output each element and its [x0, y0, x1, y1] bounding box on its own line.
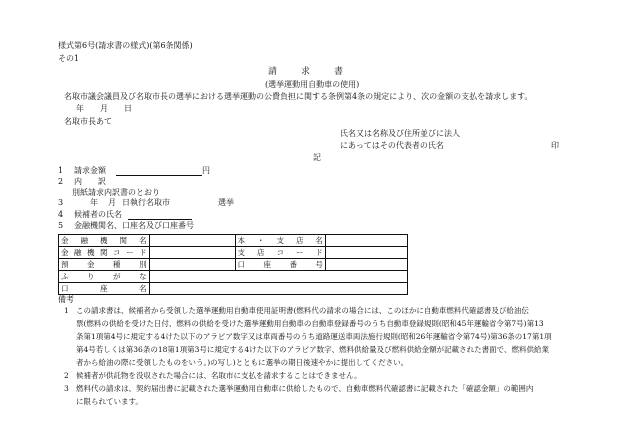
document-title: 請 求 書	[268, 67, 346, 77]
furigana-field[interactable]	[149, 271, 407, 283]
item-amount	[58, 166, 210, 176]
cell-label: 口座名	[59, 283, 150, 295]
bank-label: 金融機関名、口座名及び口座番号	[74, 221, 194, 230]
account-number-field[interactable]	[325, 259, 407, 271]
candidate-label: 候補者の氏名	[74, 210, 122, 219]
body-text: 名取市議会議員及び名取市長の選挙における選挙運動の公費負担に関する条例第4条の規定により、次の金額の支払を請求します。	[64, 92, 533, 101]
cell-label: 預金種別	[59, 259, 150, 271]
breakdown-detail: 別紙請求内訳書のとおり	[72, 188, 160, 197]
item-number: 3	[58, 198, 64, 207]
item-number: 5	[58, 221, 64, 230]
cell-label: 金融機関名	[59, 235, 150, 247]
account-table	[58, 234, 408, 295]
ki-heading: 記	[313, 153, 321, 162]
cell-label: 口座番号	[235, 259, 325, 271]
bank-name-field[interactable]	[149, 235, 235, 247]
table-row	[59, 283, 408, 295]
note-line: 候補者が供託物を没収された場合には、名取市に支払を請求することはできません。	[76, 371, 362, 380]
amount-unit: 円	[202, 166, 210, 175]
amount-label: 請求金額	[74, 166, 106, 175]
item-breakdown	[58, 177, 110, 187]
note-line: 燃料代の請求は、契約届出書に記載された選挙運動用自動車に供給したもので、自動車燃料代確認書に記載された「確認金額」の範囲内	[76, 384, 534, 393]
breakdown-label: 内 訳	[74, 177, 110, 186]
notes-title: 備考	[58, 295, 74, 304]
election-month: 月	[108, 198, 116, 207]
election-type: 選挙	[218, 198, 234, 207]
item-number: 1	[58, 166, 64, 175]
note-line: 条第1項第4号に規定する4けた以下のアラビア数字又は車両番号のうち道路運送車両法施行規則(昭和26年運輸省令第74号)第36条の17第1項	[76, 332, 552, 341]
date-field: 年 月 日	[76, 104, 136, 113]
item-candidate	[58, 210, 192, 220]
table-row	[59, 259, 408, 271]
branch-name-field[interactable]	[325, 235, 407, 247]
election-year: 年	[90, 198, 98, 207]
note-line: 者から給油の際に受領したものをいう。)の写し)とともに選挙の期日後速やかに提出してください。	[76, 358, 409, 367]
item-election	[58, 198, 234, 208]
table-row	[59, 235, 408, 247]
document-subtitle: (選挙運動用自動車の使用)	[265, 80, 360, 89]
note-number: 3	[64, 384, 69, 393]
signer-line-2: にあってはその代表者の氏名	[340, 141, 444, 150]
form-number: 様式第6号(請求書の様式)(第6条関係)	[58, 41, 193, 50]
signer-line-1: 氏名又は名称及び住所並びに法人	[340, 129, 460, 138]
item-number: 4	[58, 210, 64, 219]
item-number: 2	[58, 177, 64, 186]
branch-code-field[interactable]	[325, 247, 407, 259]
account-holder-field[interactable]	[149, 283, 407, 295]
bank-code-field[interactable]	[149, 247, 235, 259]
note-number: 2	[64, 371, 69, 380]
note-line: に限られています。	[76, 397, 143, 406]
note-number: 1	[64, 306, 69, 315]
amount-field[interactable]	[116, 167, 202, 176]
election-name-field[interactable]	[176, 200, 218, 208]
table-row	[59, 247, 408, 259]
election-day-label: 日執行名取市	[122, 198, 170, 207]
cell-label: 金融機関コード	[59, 247, 150, 259]
note-line: 第4号若しくは第36条の18第1項第3号に規定する4けた以下のアラビア数字、燃料供給量及び燃料供給金額が記載された書面で、燃料供給業	[76, 345, 550, 354]
cell-label: 本・支店名	[235, 235, 325, 247]
seal-mark: 印	[551, 141, 559, 150]
cell-label: ふりがな	[59, 271, 150, 283]
candidate-name-field[interactable]	[128, 211, 192, 220]
item-bank	[58, 221, 194, 231]
note-line: この請求書は、候補者から受領した選挙運動用自動車使用証明書(燃料代の請求の場合には、このほかに自動車燃料代確認書及び給油伝	[76, 306, 529, 315]
note-line: 票(燃料の供給を受けた日付、燃料の供給を受けた選挙運動用自動車の自動車登録番号のうち自動車登録規則(昭和45年運輸省令第7号)第13	[76, 319, 544, 328]
section-label: その1	[58, 54, 80, 63]
addressee: 名取市長あて	[64, 117, 112, 126]
cell-label: 支店コード	[235, 247, 325, 259]
table-row	[59, 271, 408, 283]
deposit-type-field[interactable]	[149, 259, 235, 271]
